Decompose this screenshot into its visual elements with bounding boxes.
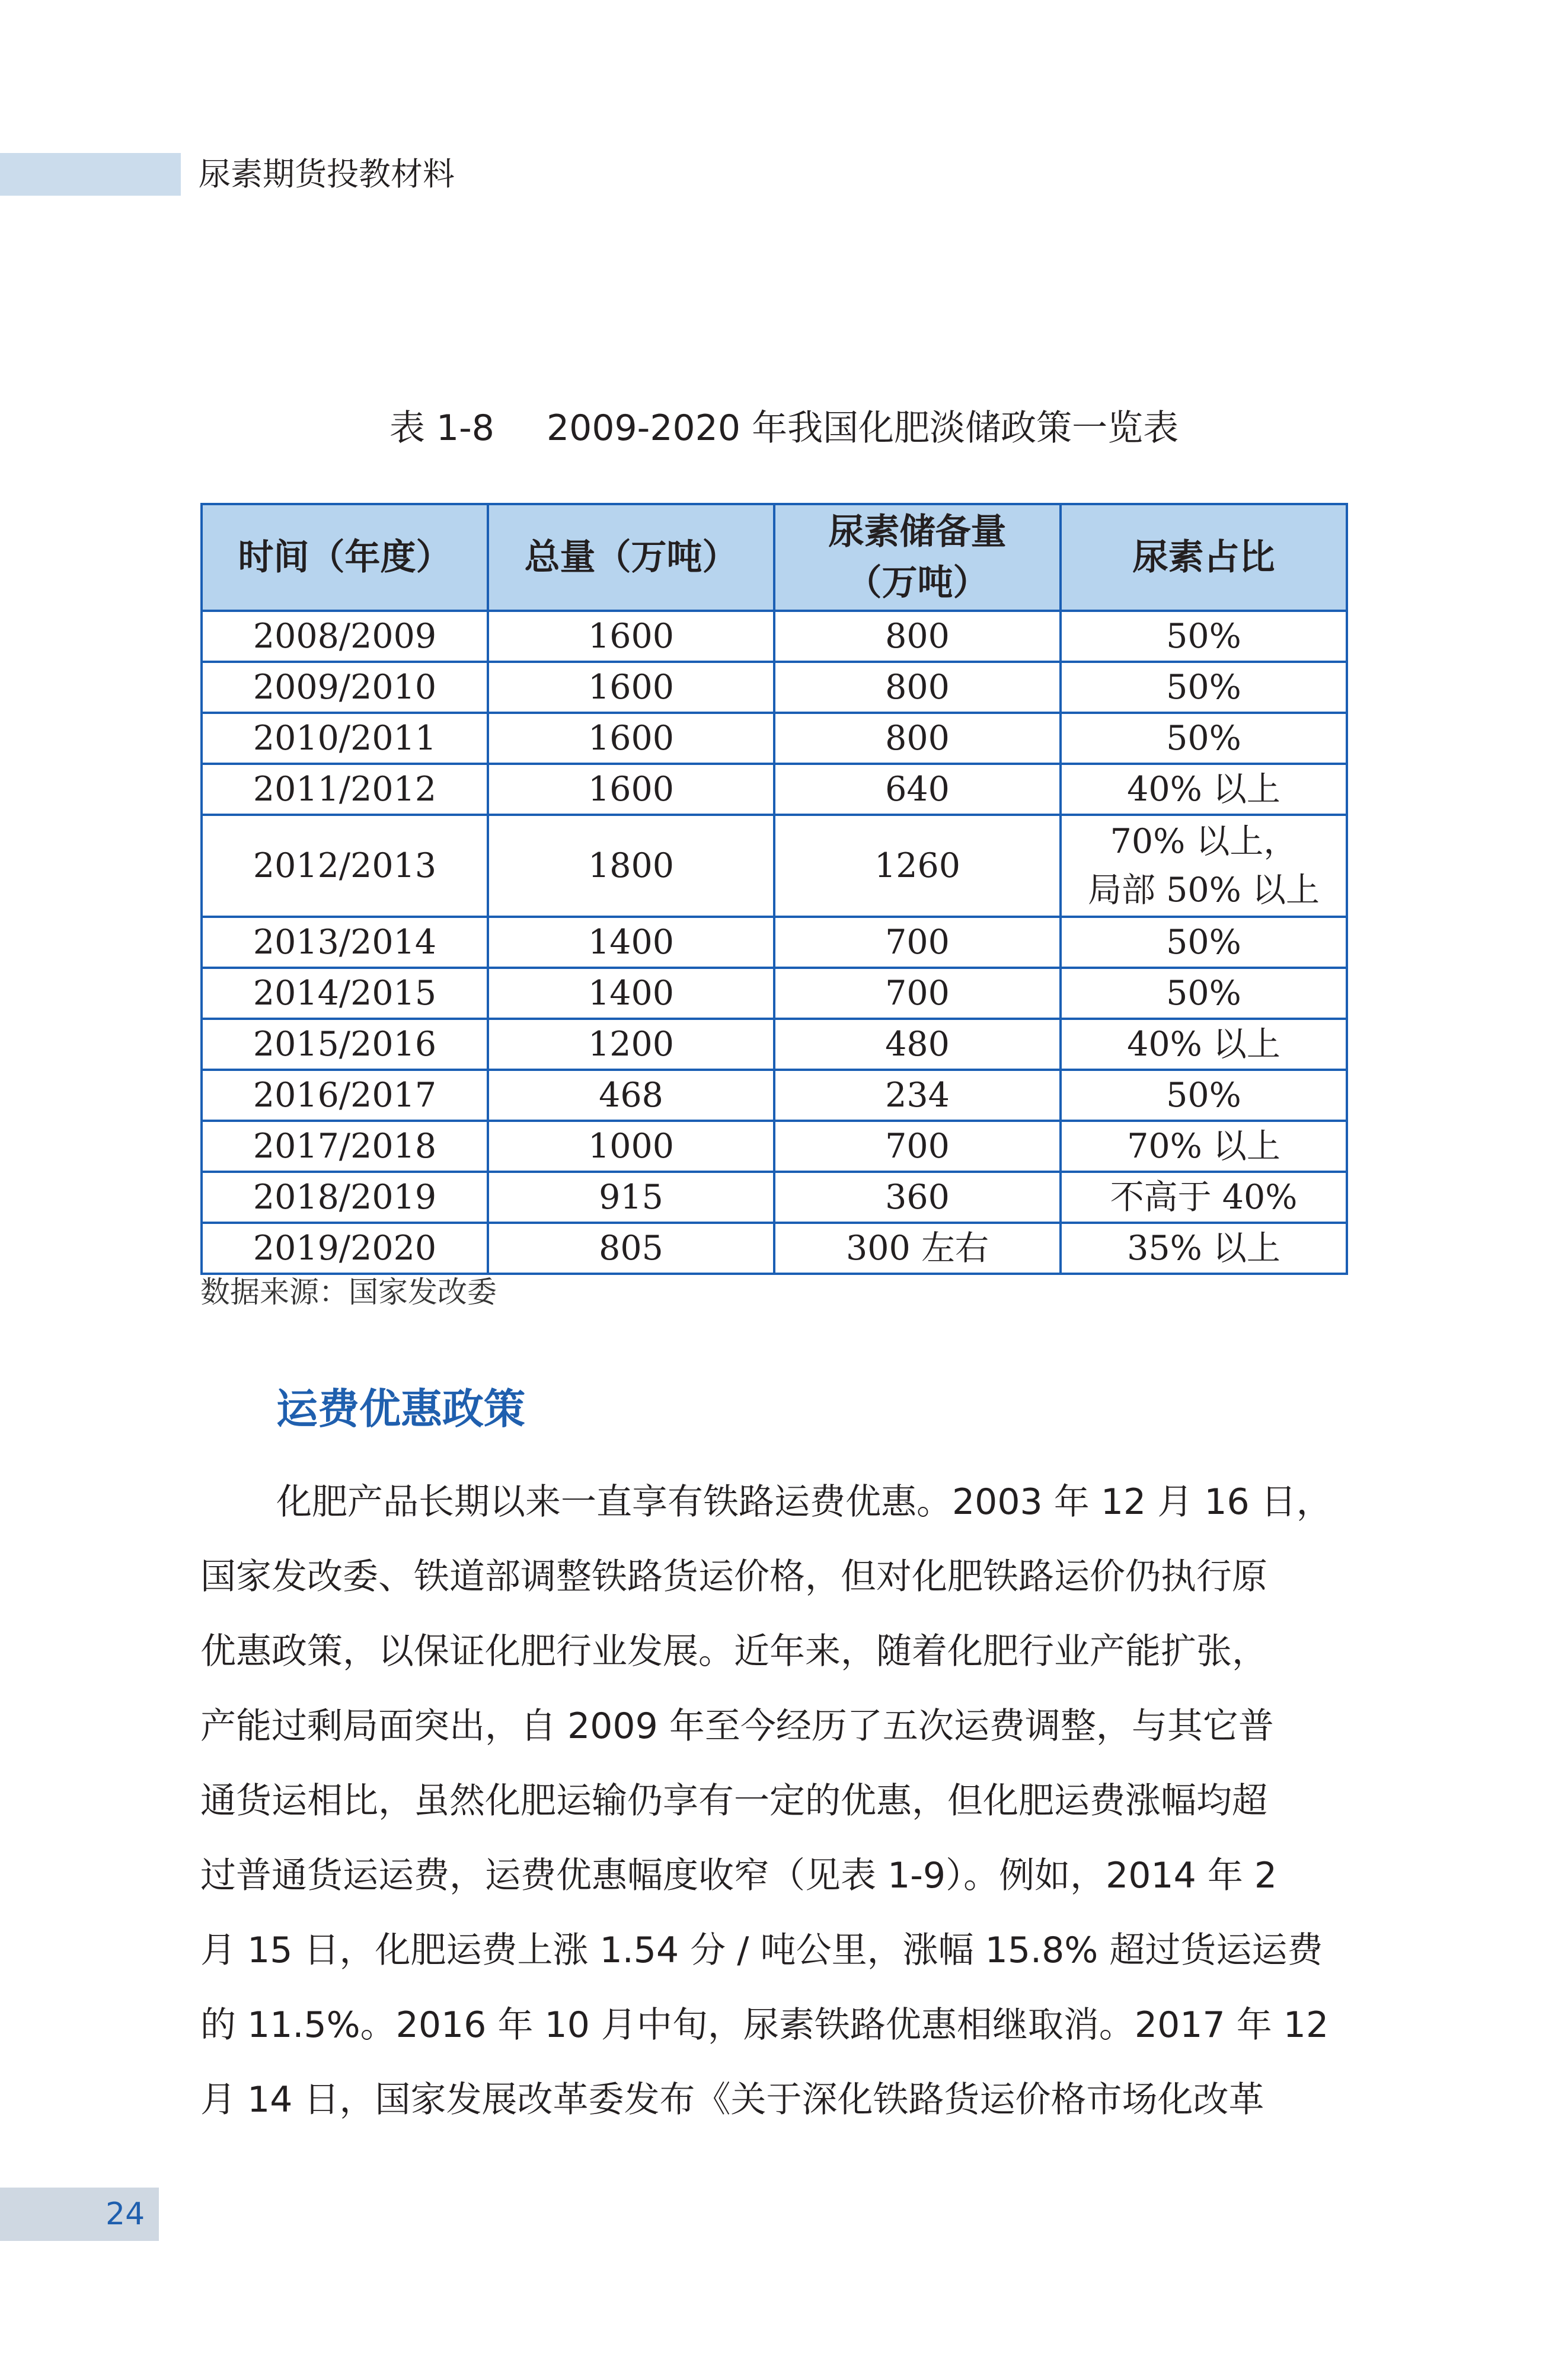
table-row bbox=[202, 1172, 1347, 1223]
cell-urea-reserve: 800 bbox=[774, 611, 1061, 662]
paragraph-line: 国家发改委、铁道部调整铁路货运价格，但对化肥铁路运价仍执行原 bbox=[200, 1556, 1267, 1598]
table-row bbox=[202, 611, 1347, 662]
page-number: 24 bbox=[106, 2196, 145, 2232]
cell-urea-share-line1: 70% 以上， bbox=[1110, 822, 1298, 861]
cell-period: 2018/2019 bbox=[202, 1172, 488, 1223]
paragraph-line: 优惠政策，以保证化肥行业发展。近年来，随着化肥行业产能扩张， bbox=[200, 1631, 1267, 1672]
cell-period: 2016/2017 bbox=[202, 1070, 488, 1121]
cell-urea-reserve: 700 bbox=[774, 917, 1061, 968]
cell-urea-share: 50% bbox=[1061, 662, 1347, 713]
cell-urea-share: 70% 以上 bbox=[1061, 1121, 1347, 1172]
cell-period: 2012/2013 bbox=[202, 815, 488, 917]
table-header-row bbox=[202, 504, 1347, 611]
cell-total: 1600 bbox=[488, 713, 774, 764]
table-row bbox=[202, 1070, 1347, 1121]
cell-urea-reserve: 640 bbox=[774, 764, 1061, 815]
table-row bbox=[202, 815, 1347, 917]
table-row bbox=[202, 662, 1347, 713]
cell-urea-reserve: 480 bbox=[774, 1019, 1061, 1070]
table-row bbox=[202, 1019, 1347, 1070]
cell-urea-share-line2: 局部 50% 以上 bbox=[1088, 871, 1320, 910]
paragraph-line: 产能过剩局面突出，自 2009 年至今经历了五次运费调整，与其它普 bbox=[200, 1705, 1274, 1747]
cell-period: 2011/2012 bbox=[202, 764, 488, 815]
cell-urea-reserve: 800 bbox=[774, 713, 1061, 764]
cell-urea-share: 35% 以上 bbox=[1061, 1223, 1347, 1274]
header-accent-bar bbox=[0, 153, 181, 196]
paragraph-line: 化肥产品长期以来一直享有铁路运费优惠。2003 年 12 月 16 日， bbox=[276, 1481, 1332, 1523]
cell-period: 2008/2009 bbox=[202, 611, 488, 662]
cell-total: 1200 bbox=[488, 1019, 774, 1070]
paragraph-line: 的 11.5%。2016 年 10 月中旬，尿素铁路优惠相继取消。2017 年 12 bbox=[200, 2004, 1329, 2046]
column-header-urea-share: 尿素占比 bbox=[1061, 504, 1347, 611]
table-row bbox=[202, 713, 1347, 764]
table-row bbox=[202, 1223, 1347, 1274]
section-heading: 运费优惠政策 bbox=[276, 1385, 525, 1433]
cell-period: 2015/2016 bbox=[202, 1019, 488, 1070]
cell-urea-share: 50% bbox=[1061, 917, 1347, 968]
cell-urea-share: 50% bbox=[1061, 968, 1347, 1019]
table-row bbox=[202, 968, 1347, 1019]
paragraph-line: 月 14 日，国家发展改革委发布《关于深化铁路货运价格市场化改革 bbox=[200, 2079, 1264, 2121]
cell-urea-share bbox=[1061, 815, 1347, 917]
table-row bbox=[202, 764, 1347, 815]
cell-period: 2010/2011 bbox=[202, 713, 488, 764]
column-header-urea-reserve-line1: 尿素储备量 bbox=[828, 511, 1007, 553]
cell-total: 1600 bbox=[488, 662, 774, 713]
cell-period: 2017/2018 bbox=[202, 1121, 488, 1172]
cell-total: 1400 bbox=[488, 917, 774, 968]
table-row bbox=[202, 917, 1347, 968]
cell-urea-share: 50% bbox=[1061, 611, 1347, 662]
column-header-urea-reserve bbox=[774, 504, 1061, 611]
cell-period: 2013/2014 bbox=[202, 917, 488, 968]
cell-urea-reserve: 700 bbox=[774, 1121, 1061, 1172]
section-paragraph bbox=[200, 1465, 1350, 2137]
column-header-total: 总量（万吨） bbox=[488, 504, 774, 611]
paragraph-line: 过普通货运运费，运费优惠幅度收窄（见表 1-9）。例如，2014 年 2 bbox=[200, 1855, 1278, 1896]
cell-total: 1000 bbox=[488, 1121, 774, 1172]
fertilizer-reserve-table bbox=[200, 503, 1348, 1275]
cell-period: 2009/2010 bbox=[202, 662, 488, 713]
cell-urea-reserve: 360 bbox=[774, 1172, 1061, 1223]
column-header-urea-reserve-line2: （万吨） bbox=[846, 562, 989, 604]
data-source-note: 数据来源：国家发改委 bbox=[200, 1275, 497, 1309]
cell-urea-reserve: 234 bbox=[774, 1070, 1061, 1121]
cell-total: 915 bbox=[488, 1172, 774, 1223]
cell-urea-share: 40% 以上 bbox=[1061, 764, 1347, 815]
cell-urea-share: 50% bbox=[1061, 1070, 1347, 1121]
cell-total: 1800 bbox=[488, 815, 774, 917]
cell-urea-reserve: 1260 bbox=[774, 815, 1061, 917]
table-row bbox=[202, 1121, 1347, 1172]
cell-urea-reserve: 700 bbox=[774, 968, 1061, 1019]
paragraph-line: 月 15 日，化肥运费上涨 1.54 分 / 吨公里，涨幅 15.8% 超过货运运费 bbox=[200, 1930, 1323, 1971]
cell-urea-share: 50% bbox=[1061, 713, 1347, 764]
paragraph-line: 通货运相比，虽然化肥运输仍享有一定的优惠，但化肥运费涨幅均超 bbox=[200, 1780, 1267, 1822]
column-header-period: 时间（年度） bbox=[202, 504, 488, 611]
table-caption-number: 表 1-8 bbox=[389, 407, 494, 449]
cell-total: 1600 bbox=[488, 764, 774, 815]
cell-urea-share: 不高于 40% bbox=[1061, 1172, 1347, 1223]
cell-total: 1600 bbox=[488, 611, 774, 662]
cell-total: 805 bbox=[488, 1223, 774, 1274]
cell-urea-share: 40% 以上 bbox=[1061, 1019, 1347, 1070]
table-caption-title: 2009-2020 年我国化肥淡储政策一览表 bbox=[546, 407, 1179, 449]
running-header-title: 尿素期货投教材料 bbox=[199, 155, 455, 193]
cell-period: 2014/2015 bbox=[202, 968, 488, 1019]
cell-urea-reserve: 300 左右 bbox=[774, 1223, 1061, 1274]
cell-urea-reserve: 800 bbox=[774, 662, 1061, 713]
cell-total: 1400 bbox=[488, 968, 774, 1019]
cell-total: 468 bbox=[488, 1070, 774, 1121]
cell-period: 2019/2020 bbox=[202, 1223, 488, 1274]
table-caption bbox=[0, 403, 1568, 453]
